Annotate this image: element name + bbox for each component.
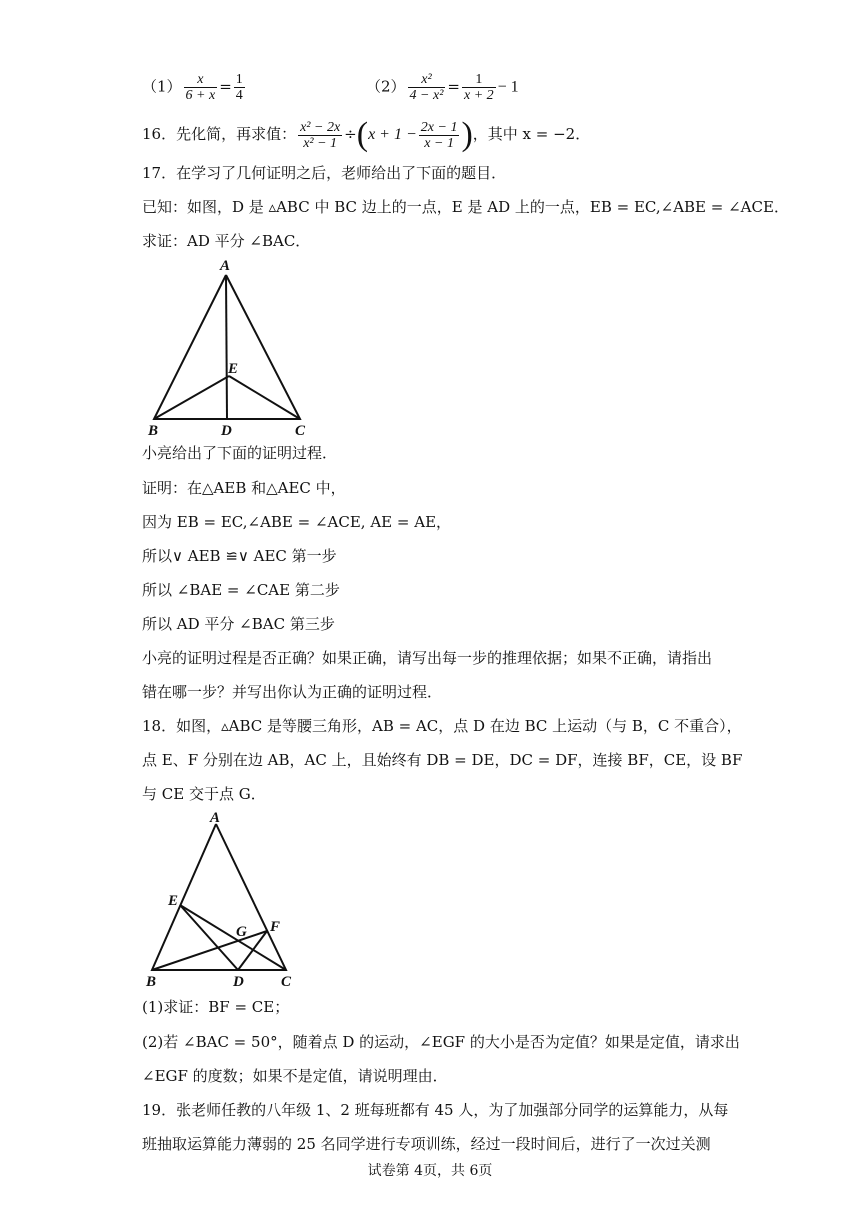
fraction-numerator: x	[184, 72, 218, 88]
fraction-denominator: x² − 1	[303, 135, 338, 151]
q17-prove: 求证：AD 平分 ∠BAC．	[142, 232, 311, 250]
q17-proof-line1: 证明：在△AEB 和△AEC 中，	[142, 479, 346, 497]
q17-proof-line5: 所以 AD 平分 ∠BAC 第三步	[142, 615, 335, 633]
q15-part1-rhs-fraction	[234, 72, 245, 103]
label-b: B	[146, 974, 157, 988]
q16-line	[142, 118, 590, 152]
equals-sign: =	[219, 77, 232, 96]
segment-ed	[180, 905, 238, 970]
fraction-denominator: x − 1	[424, 135, 454, 151]
left-paren: (	[356, 116, 369, 153]
label-c: C	[295, 423, 306, 439]
q19-line1: 19．张老师任教的八年级 1、2 班每班都有 45 人，为了加强部分同学的运算能力，从每	[142, 1101, 729, 1119]
q18-line1: 18．如图，▵ABC 是等腰三角形，AB = AC，点 D 在边 BC 上运动（与 B，C 不重合），	[142, 717, 742, 735]
q18-line3: 与 CE 交于点 G．	[142, 785, 266, 803]
label-a: A	[220, 258, 231, 274]
equals-sign: =	[447, 77, 460, 96]
q18-triangle-figure	[140, 810, 310, 988]
q16-fraction-2	[419, 120, 460, 151]
label-a: A	[210, 810, 221, 826]
fraction-denominator: 6 + x	[185, 88, 216, 103]
divide-sign: ÷	[344, 125, 357, 143]
q17-proof-line4: 所以 ∠BAE = ∠CAE 第二步	[142, 581, 340, 599]
q15-part2-tail: − 1	[497, 78, 519, 96]
q18-part2-line2: ∠EGF 的度数；如果不是定值，请说明理由．	[142, 1067, 448, 1085]
q17-proof-line3: 所以∨ AEB ≌∨ AEC 第一步	[142, 547, 337, 565]
label-d: D	[221, 423, 232, 439]
fraction-numerator: x² − 2x	[300, 119, 341, 135]
fraction-numerator: 1	[235, 72, 243, 87]
q15-part2-rhs-fraction	[462, 72, 496, 103]
label-f: F	[270, 919, 281, 935]
label-g: G	[236, 924, 247, 940]
q16-prefix: 16．先化简，再求值：	[142, 125, 297, 143]
q17-triangle-figure	[140, 255, 320, 440]
q15-part2-lhs-fraction	[408, 72, 446, 103]
q16-fraction-1	[298, 120, 342, 151]
label-c: C	[281, 974, 292, 988]
q17-proof-intro: 小亮给出了下面的证明过程．	[142, 444, 338, 462]
q19-line2: 班抽取运算能力薄弱的 25 名同学进行专项训练，经过一段时间后，进行了一次过关测	[142, 1135, 711, 1153]
label-e: E	[168, 893, 179, 909]
q17-proof-line2: 因为 EB = EC,∠ABE = ∠ACE, AE = AE，	[142, 513, 452, 531]
label-b: B	[148, 423, 159, 439]
q15-part1-label: （1）	[142, 77, 182, 96]
q15-part2	[366, 72, 519, 103]
fraction-denominator: 4 − x²	[409, 88, 444, 103]
q15-part2-label: （2）	[366, 77, 406, 96]
segment-ad	[226, 275, 227, 419]
fraction-numerator: x²	[408, 72, 446, 88]
q18-line2: 点 E、F 分别在边 AB，AC 上，且始终有 DB = DE，DC = DF，连接 BF，CE，设 BF	[142, 751, 743, 769]
fraction-numerator: 2x − 1	[420, 119, 458, 135]
q17-question-line2: 错在哪一步？并写出你认为正确的证明过程．	[142, 683, 443, 701]
page-footer: 试卷第 4页，共 6页	[367, 1163, 493, 1179]
label-d: D	[233, 974, 244, 988]
q17-question-line1: 小亮的证明过程是否正确？如果正确，请写出每一步的推理依据；如果不正确，请指出	[142, 649, 713, 667]
q15-part1-lhs-fraction	[184, 72, 218, 103]
q15-part1	[142, 72, 247, 103]
q17-given: 已知：如图，D 是 ▵ABC 中 BC 边上的一点，E 是 AD 上的一点，EB = EC,∠ABE = ∠ACE．	[142, 198, 789, 216]
q16-inner-expr: x + 1 −	[368, 126, 417, 143]
q18-part1: (1)求证：BF = CE；	[142, 998, 290, 1016]
label-e: E	[228, 361, 239, 377]
fraction-denominator: x + 2	[463, 88, 494, 103]
right-paren: )	[461, 116, 473, 153]
q18-part2-line1: (2)若 ∠BAC = 50°，随着点 D 的运动，∠EGF 的大小是否为定值？如果是定值，请求出	[142, 1033, 740, 1051]
fraction-denominator: 4	[235, 88, 243, 103]
q17-intro: 17．在学习了几何证明之后，老师给出了下面的题目．	[142, 164, 507, 182]
fraction-numerator: 1	[462, 72, 496, 88]
q16-suffix: ，其中 x = −2．	[472, 125, 591, 143]
